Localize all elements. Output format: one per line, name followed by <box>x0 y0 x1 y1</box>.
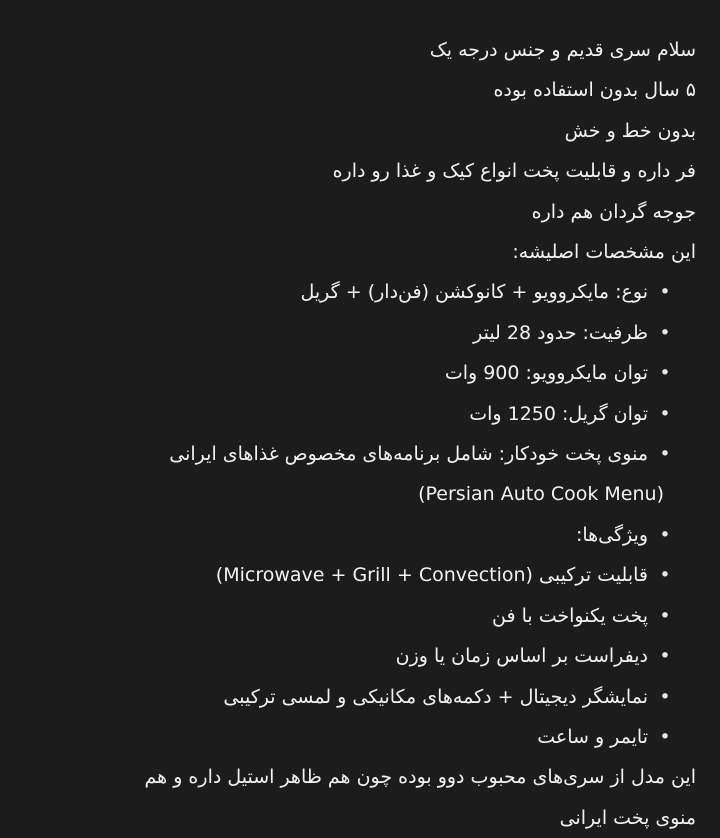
message-line: جوجه گردان هم داره <box>531 200 696 223</box>
spec-type: نوع: مایکروویو + کانوکشن (فن‌دار) + گریل <box>300 281 648 304</box>
bullet-icon: • <box>659 281 671 304</box>
feature-fan-cooking: پخت یکنواخت با فن <box>492 604 648 627</box>
feature-list-item <box>18 677 696 717</box>
bullet-icon: • <box>659 443 671 466</box>
spec-list-item <box>18 353 696 393</box>
bullet-icon: • <box>659 645 671 668</box>
bullet-icon: • <box>659 685 671 708</box>
message-line: ۵ سال بدون استفاده بوده <box>493 79 696 102</box>
message-line: این مشخصات اصلیشه: <box>512 241 696 264</box>
spec-list-item <box>18 313 696 353</box>
spec-capacity: ظرفیت: حدود 28 لیتر <box>473 321 648 344</box>
feature-combo: قابلیت ترکیبی (Microwave + Grill + Convection) <box>215 564 648 587</box>
feature-defrost: دیفراست بر اساس زمان یا وزن <box>395 645 648 668</box>
bullet-icon: • <box>659 604 671 627</box>
features-heading: ویژگی‌ها: <box>575 523 648 546</box>
bullet-icon: • <box>659 321 671 344</box>
message-line: بدون خط و خش <box>564 119 696 142</box>
message-line: سلام سری قدیم و جنس درجه یک <box>429 39 696 61</box>
message-line: این مدل از سری‌های محبوب دوو بوده چون هم ظاهر استیل داره و هم <box>144 766 696 789</box>
message-line: منوی پخت ایرانی <box>559 806 696 829</box>
message-line: فر داره و قابلیت پخت انواع کیک و غذا رو داره <box>332 160 696 183</box>
feature-list-item <box>18 515 696 555</box>
feature-list-item <box>18 555 696 595</box>
spec-microwave-power: توان مایکروویو: 900 وات <box>444 362 648 385</box>
bullet-icon: • <box>659 725 671 748</box>
feature-list-item <box>18 596 696 636</box>
spec-list-item <box>18 434 696 515</box>
spec-auto-menu-english: (Persian Auto Cook Menu) <box>418 483 664 506</box>
bullet-icon: • <box>659 523 671 546</box>
spec-list-item <box>18 394 696 434</box>
feature-list-item <box>18 717 696 757</box>
feature-timer: تایمر و ساعت <box>537 725 648 748</box>
spec-list-item <box>18 272 696 312</box>
spec-grill-power: توان گریل: 1250 وات <box>469 402 648 425</box>
bullet-icon: • <box>659 402 671 425</box>
bullet-icon: • <box>659 564 671 587</box>
feature-list-item <box>18 636 696 676</box>
feature-display: نمایشگر دیجیتال + دکمه‌های مکانیکی و لمسی ترکیبی <box>223 685 648 708</box>
bullet-icon: • <box>659 362 671 385</box>
message-body <box>0 30 720 838</box>
spec-auto-menu: منوی پخت خودکار: شامل برنامه‌های مخصوص غذاهای ایرانی <box>169 443 648 466</box>
